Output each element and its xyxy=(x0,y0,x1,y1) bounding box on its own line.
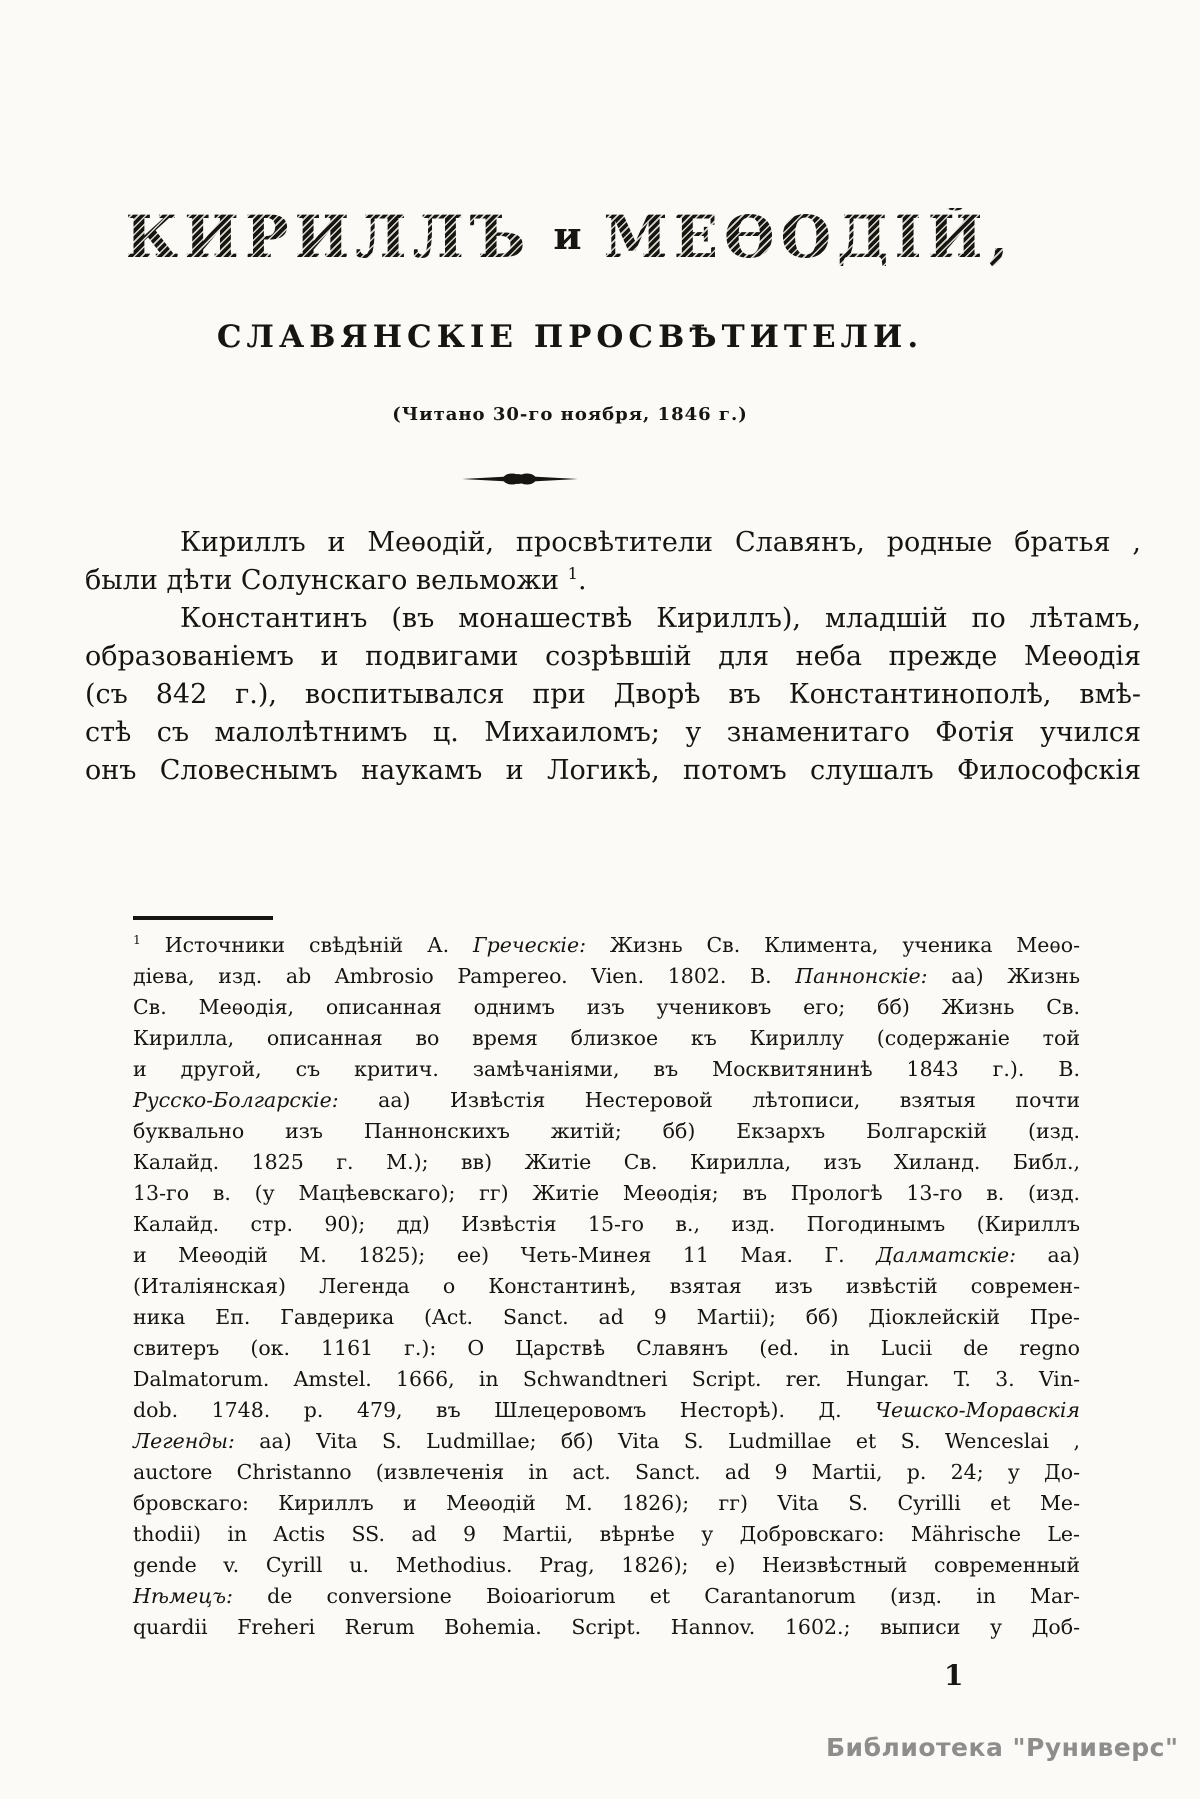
footnote-line: (Италіянская) Легенда о Константинѣ, взятая изъ извѣстій современ- xyxy=(133,1274,1080,1298)
subtitle: СЛАВЯНСКІЕ ПРОСВѢТИТЕЛИ. xyxy=(216,319,924,355)
title-word-mefodiy: МЕѲОДІЙ, xyxy=(603,203,1015,271)
footnote-line: Dalmatorum. Amstel. 1666, in Schwandtneri Script. rer. Hungar. T. 3. Vin- xyxy=(133,1367,1080,1391)
title-word-kirill: КИРИЛЛЪ xyxy=(125,203,532,271)
library-watermark: Библиотека "Руниверс" xyxy=(826,1733,1179,1762)
footnote-line: Калайд. 1825 г. М.); вв) Житіе Св. Кирилла, изъ Хиланд. Библ., xyxy=(133,1150,1080,1174)
footnote-text xyxy=(133,930,1080,1643)
footnote-line: и другой, съ критич. замѣчаніями, въ Москвитянинѣ 1843 г.). В. xyxy=(133,1057,1080,1081)
paragraph-line: стѣ съ малолѣтнимъ ц. Михаиломъ; у знаменитаго Фотія учился xyxy=(85,717,1141,748)
main-title xyxy=(10,203,1130,271)
paragraph-line: образованіемъ и подвигами созрѣвшій для неба прежде Меѳодія xyxy=(85,641,1141,672)
footnote-line: quardii Freheri Rerum Bohemia. Script. Hannov. 1602.; выписи у Доб- xyxy=(133,1615,1080,1639)
footnote-line: dob. 1748. p. 479, въ Шлецеровомъ Несторѣ). Д. Чешско-Моравскія xyxy=(133,1398,1080,1422)
footnote-line: буквально изъ Паннонскихъ житій; бб) Екзархъ Болгарскій (изд. xyxy=(133,1119,1080,1143)
footnote-separator-rule xyxy=(133,916,273,920)
paragraph-line: Константинъ (въ монашествѣ Кириллъ), младшій по лѣтамъ, xyxy=(180,603,1141,634)
footnote-line: 13-го в. (у Мацѣевскаго); гг) Житіе Меѳодія; въ Прологѣ 13-го в. (изд. xyxy=(133,1181,1080,1205)
paragraph-line: (съ 842 г.), воспитывался при Дворѣ въ Константинополѣ, вмѣ- xyxy=(85,679,1141,710)
paragraph-line: онъ Словеснымъ наукамъ и Логикѣ, потомъ слушалъ Философскія xyxy=(85,755,1141,786)
footnote-line: свитеръ (ок. 1161 г.): О Царствѣ Славянъ (ed. in Lucii de regno xyxy=(133,1336,1080,1360)
read-date-note: (Читано 30-го ноября, 1846 г.) xyxy=(392,404,748,425)
footnote-line: $^1$ Источники свѣдѣній А. Греческіе: Жизнь Св. Климента, ученика Меѳо- xyxy=(133,933,1081,957)
footnote-line: діева, изд. ab Ambrosio Pampereo. Vien. 1802. В. Паннонскіе: аа) Жизнь xyxy=(133,964,1080,988)
footnote-line: Кирилла, описанная во время близкое къ Кириллу (содержаніе той xyxy=(133,1026,1080,1050)
footnote-line: ника Еп. Гавдерика (Act. Sanct. ad 9 Martii); бб) Діоклейскій Пре- xyxy=(133,1305,1080,1329)
footnote-line: gende v. Cyrill u. Methodius. Prag, 1826); е) Неизвѣстный современный xyxy=(133,1553,1080,1577)
title-conjunction: и xyxy=(553,213,582,258)
page-number: 1 xyxy=(944,1659,964,1692)
footnote-line: и Меѳодій М. 1825); ее) Четь-Минея 11 Мая. Г. Далматскіе: аа) xyxy=(133,1243,1080,1267)
paragraph-line: Кириллъ и Меѳодій, просвѣтители Славянъ, родные братья , xyxy=(180,527,1141,558)
footnote-line: auctore Christanno (извлеченія in act. Sanct. ad 9 Martii, p. 24; у До- xyxy=(133,1460,1080,1484)
divider-ornament xyxy=(460,470,580,488)
footnote-line: Калайд. стр. 90); дд) Извѣстія 15-го в., изд. Погодинымъ (Кириллъ xyxy=(133,1212,1080,1236)
footnote-line: thodii) in Actis SS. ad 9 Martii, вѣрнѣе у Добровскаго: Mährische Le- xyxy=(133,1522,1080,1546)
footnote-line: бровскаго: Кириллъ и Меѳодій М. 1826); гг) Vita S. Cyrilli et Me- xyxy=(133,1491,1080,1515)
paragraph-line: были дѣти Солунскаго вельможи $^1$. xyxy=(85,564,587,596)
footnote-line: Нѣмецъ: de conversione Boioariorum et Carantanorum (изд. in Mar- xyxy=(133,1584,1080,1608)
main-text xyxy=(85,524,1141,790)
footnote-line: Св. Меѳодія, описанная однимъ изъ учениковъ его; бб) Жизнь Св. xyxy=(133,995,1080,1019)
footnote-line: Легенды: аа) Vita S. Ludmillae; бб) Vita S. Ludmillae et S. Wenceslai , xyxy=(133,1429,1080,1453)
footnote-line: Русско-Болгарскіе: аа) Извѣстія Нестеровой лѣтописи, взятыя почти xyxy=(133,1088,1080,1112)
